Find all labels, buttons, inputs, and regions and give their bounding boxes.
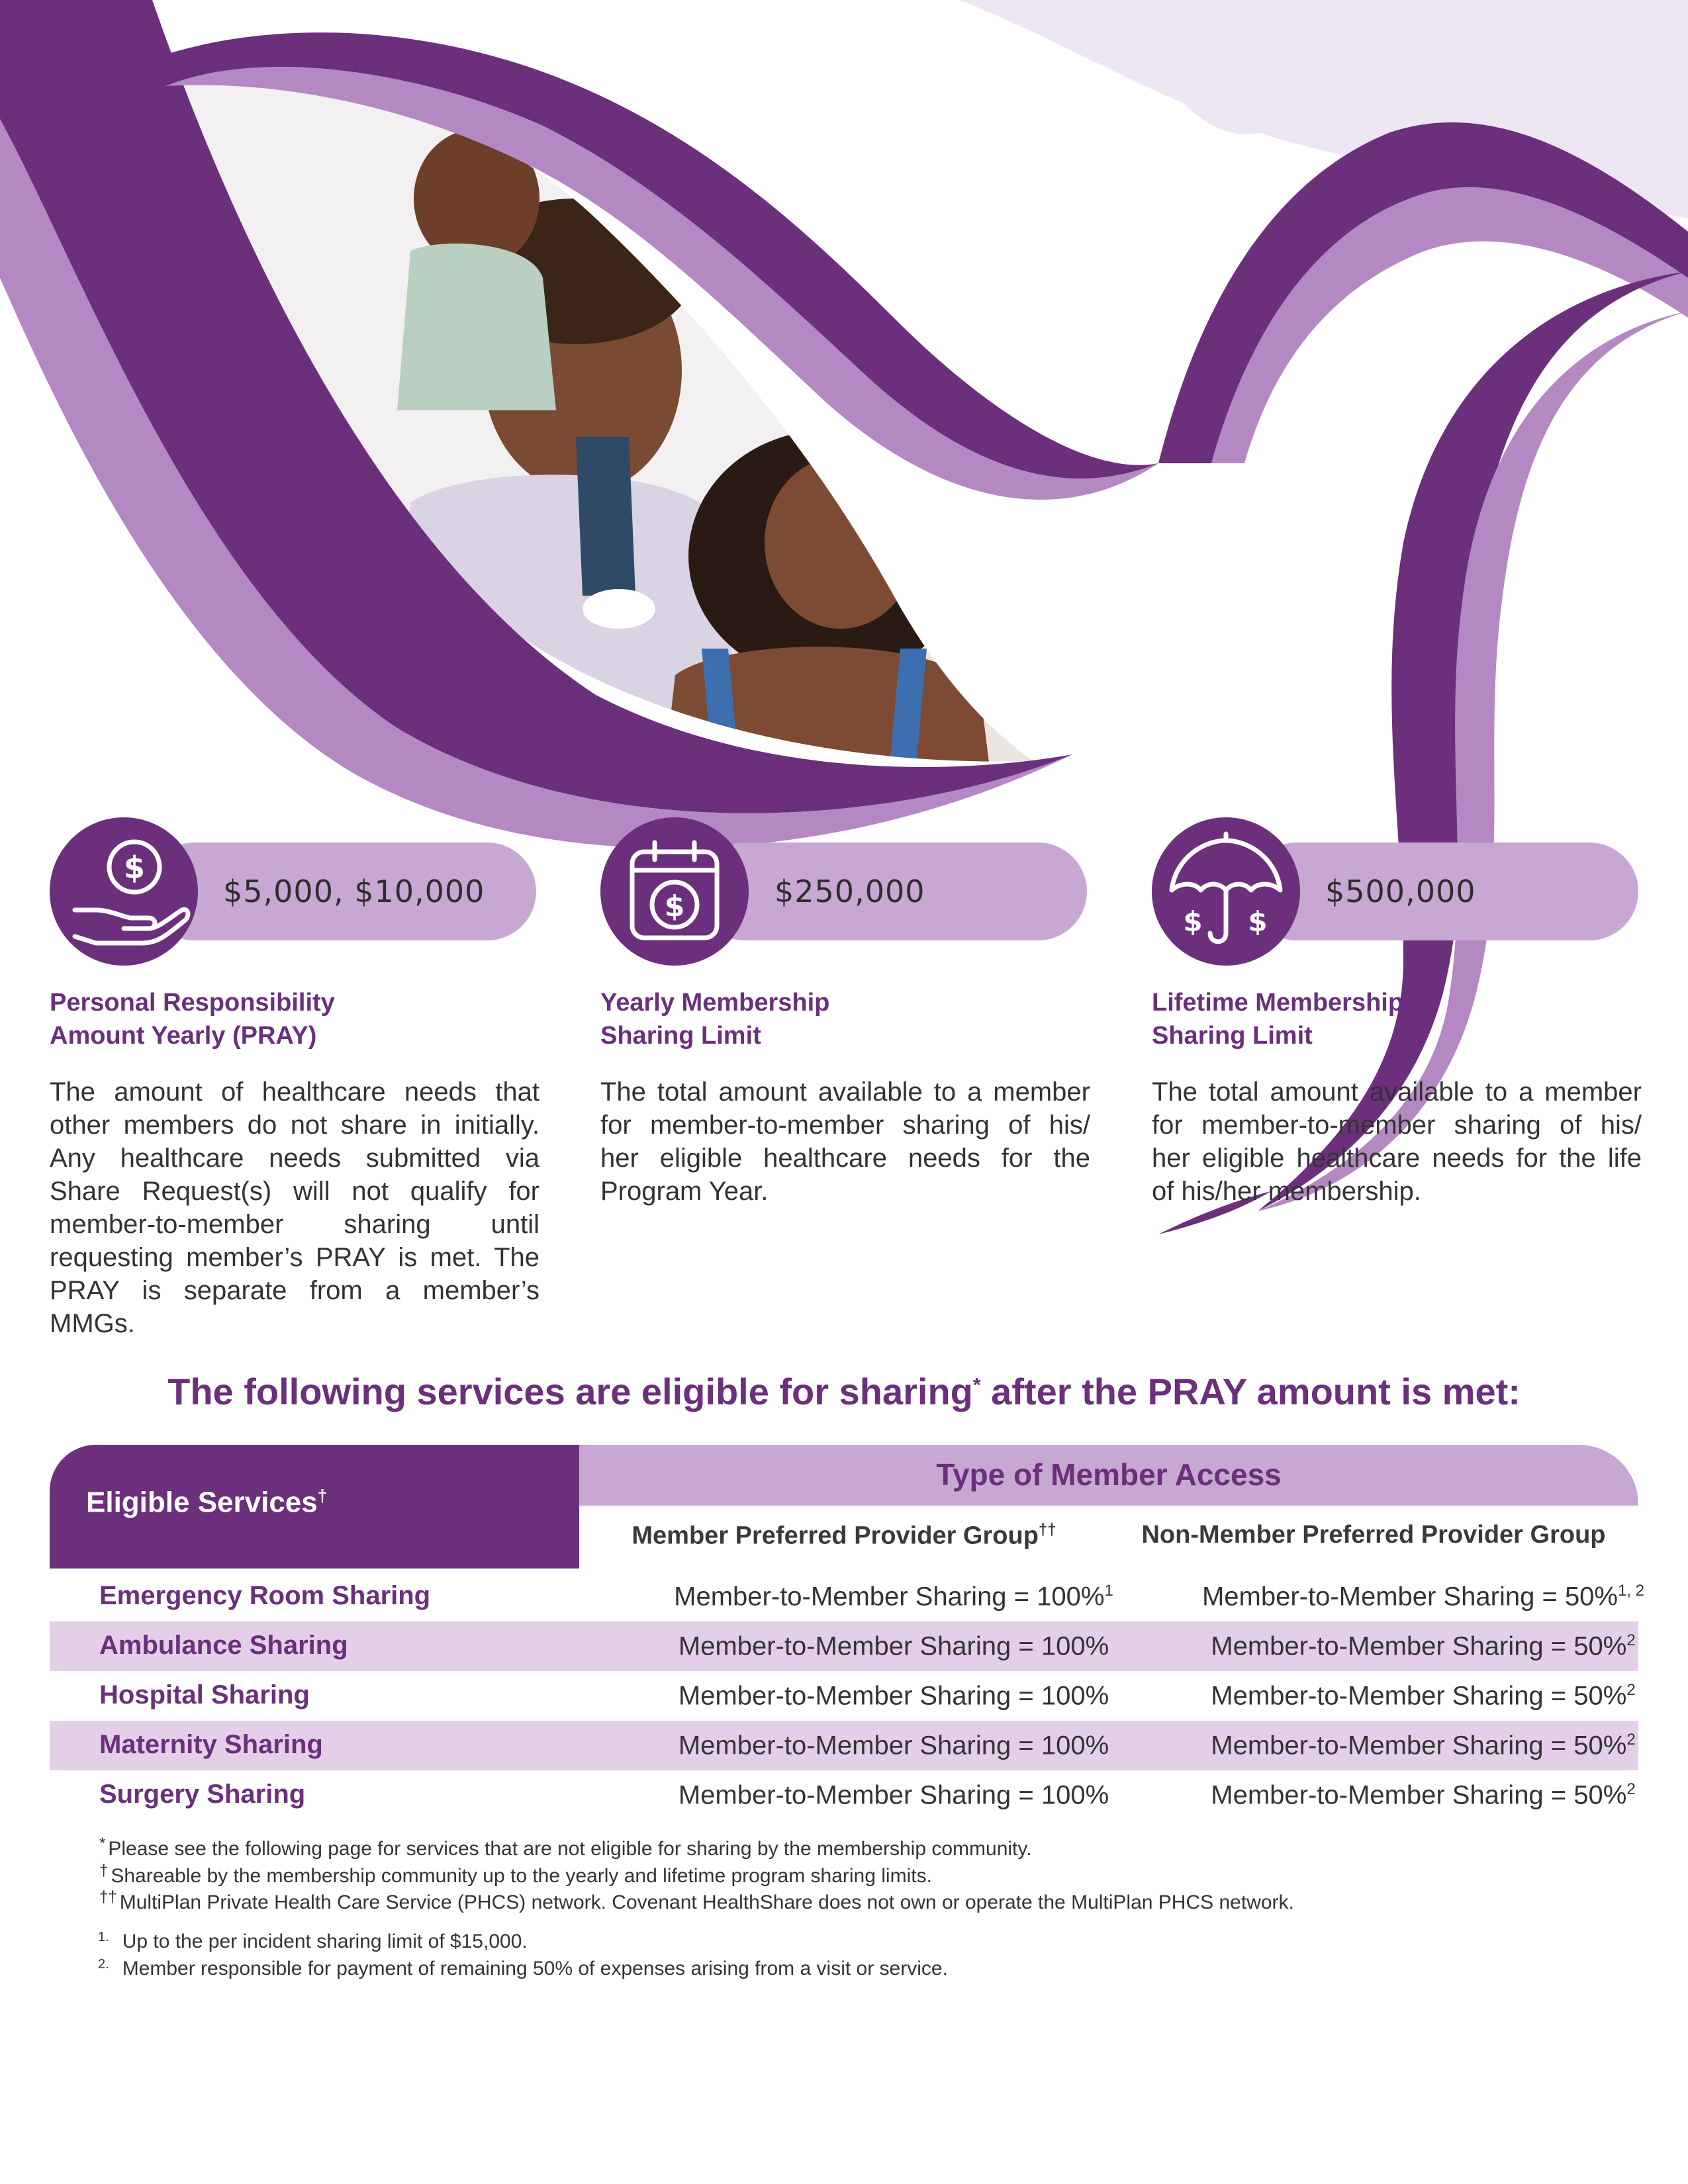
hand-coin-icon xyxy=(50,817,198,966)
footnote-asterisk: * Please see the following page for services that are not eligible for sharing by the membership community. xyxy=(99,1835,1032,1860)
non-preferred-sharing: Member-to-Member Sharing = 50%$^2$ xyxy=(1211,1631,1636,1661)
svg-text:$: $ xyxy=(1183,905,1203,938)
calendar-dollar-icon xyxy=(600,817,749,966)
lifetime-limit-icon-circle xyxy=(1152,817,1300,966)
svg-text:$: $ xyxy=(123,850,146,886)
lifetime-limit-title: Lifetime Membership Sharing Limit xyxy=(1152,989,1404,1050)
service-name: Emergency Room Sharing xyxy=(99,1581,431,1610)
yearly-limit-title: Yearly Membership Sharing Limit xyxy=(600,989,830,1050)
table-row xyxy=(50,1721,1638,1770)
lifetime-limit-description: The total amount available to a member for member-to-member sharing of his/ her eligible healthcare needs for the life of his/her membership. xyxy=(1152,1077,1642,1206)
non-preferred-sharing: Member-to-Member Sharing = 50%$^2$ xyxy=(1211,1780,1636,1810)
footnote-1: $^{1.}$ Up to the per incident sharing limit of $15,000. xyxy=(98,1930,528,1952)
preferred-sharing: Member-to-Member Sharing = 100% xyxy=(678,1681,1109,1711)
service-name: Surgery Sharing xyxy=(99,1780,306,1809)
table-row xyxy=(50,1770,1638,1820)
eligible-services-heading: The following services are eligible for sharing* after the PRAY amount is met: xyxy=(167,1371,1521,1412)
non-preferred-provider-column-header: Non-Member Preferred Provider Group xyxy=(1141,1521,1606,1549)
lifetime-limit-value: $500,000 xyxy=(1325,874,1476,909)
non-preferred-sharing: Member-to-Member Sharing = 50%$^{1, 2}$ xyxy=(1201,1582,1645,1612)
table-row xyxy=(50,1621,1638,1671)
eligible-services-column-header: Eligible Services† xyxy=(50,1445,579,1569)
service-name: Hospital Sharing xyxy=(99,1680,310,1709)
non-preferred-sharing: Member-to-Member Sharing = 50%$^2$ xyxy=(1211,1731,1636,1760)
preferred-sharing: Member-to-Member Sharing = 100% xyxy=(678,1631,1109,1661)
pray-icon-circle xyxy=(50,817,198,966)
footnote-dagger: † Shareable by the membership community up to the yearly and lifetime program sharing limits. xyxy=(99,1862,932,1887)
non-preferred-sharing: Member-to-Member Sharing = 50%$^2$ xyxy=(1211,1681,1636,1711)
svg-text:$: $ xyxy=(664,889,685,923)
table-row xyxy=(50,1572,1645,1621)
preferred-provider-column-header: Member Preferred Provider Group†† xyxy=(632,1521,1056,1550)
preferred-sharing: Member-to-Member Sharing = 100%$^1$ xyxy=(674,1582,1113,1612)
footnote-2: $^{2.}$ Member responsible for payment of remaining 50% of expenses arising from a visit or service. xyxy=(98,1957,948,1979)
service-name: Ambulance Sharing xyxy=(99,1631,348,1660)
service-name: Maternity Sharing xyxy=(99,1730,323,1759)
umbrella-dollar-icon xyxy=(1152,817,1300,966)
yearly-limit-description: The total amount available to a member for member-to-member sharing of his/ her eligible healthcare needs for the Program Year. xyxy=(600,1077,1090,1206)
svg-text:$: $ xyxy=(1248,905,1268,938)
preferred-sharing: Member-to-Member Sharing = 100% xyxy=(678,1780,1109,1810)
preferred-sharing: Member-to-Member Sharing = 100% xyxy=(678,1731,1109,1760)
yearly-limit-icon-circle xyxy=(600,817,749,966)
table-row xyxy=(50,1671,1638,1721)
yearly-limit-value: $250,000 xyxy=(774,874,925,909)
pray-value: $5,000, $10,000 xyxy=(223,874,485,909)
pray-title: Personal Responsibility Amount Yearly (PRAY) xyxy=(50,989,335,1050)
member-access-group-header: Type of Member Access xyxy=(579,1445,1638,1506)
pray-description: The amount of healthcare needs that other members do not share in initially. Any healthcare needs submitted via Share Request(s) will not qualify for member-to-member sharing until requesting member’s PRAY is met. The PRAY is separate from a member’s MMGs. xyxy=(50,1077,539,1338)
footnote-double-dagger: †† MultiPlan Private Health Care Service (PHCS) network. Covenant HealthShare does not own or operate the MultiPlan PHCS network. xyxy=(99,1888,1294,1913)
